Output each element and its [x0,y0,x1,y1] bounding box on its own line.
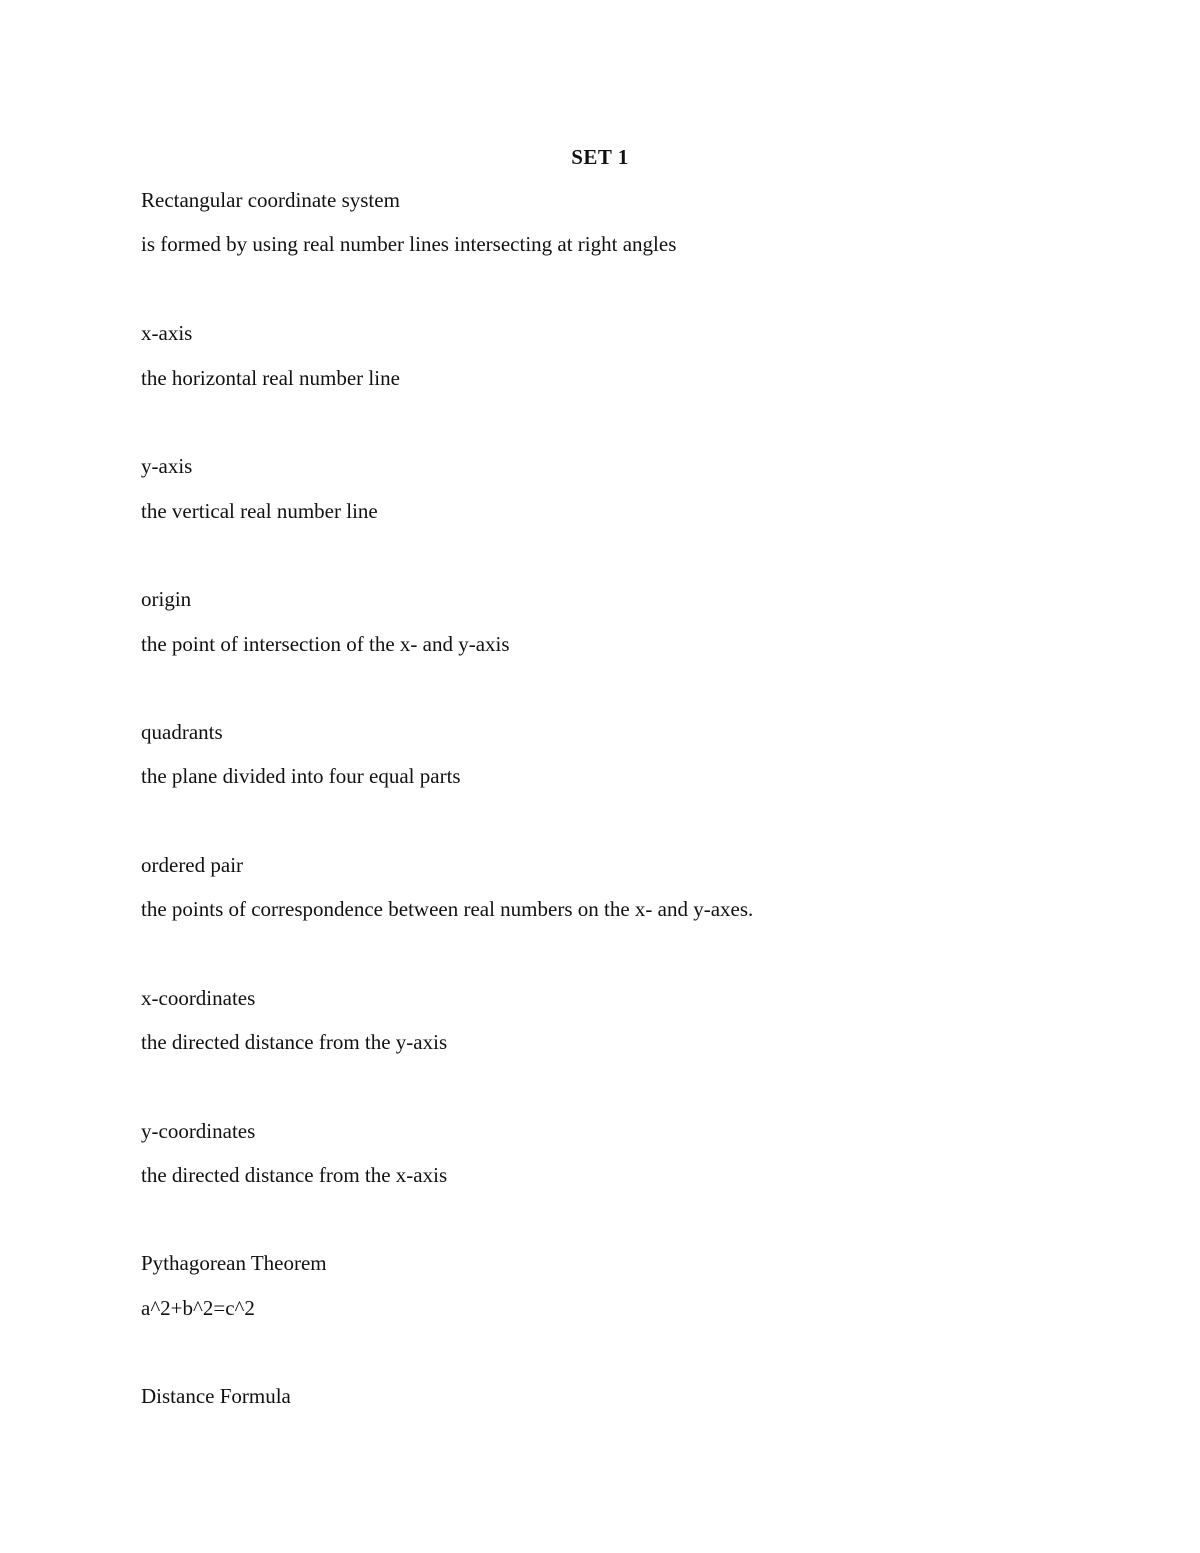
term-pythagorean-theorem: Pythagorean Theorem [141,1251,327,1275]
term-rectangular-coordinate-system: Rectangular coordinate system [141,188,400,212]
definition-ordered-pair: the points of correspondence between real numbers on the x- and y-axes. [141,897,754,921]
term-distance-formula: Distance Formula [141,1384,291,1408]
term-x-axis: x-axis [141,321,193,345]
definition-y-coordinates: the directed distance from the x-axis [141,1163,448,1187]
document-title: SET 1 [571,145,629,169]
definition-origin: the point of intersection of the x- and y-axis [141,632,510,656]
definition-x-coordinates: the directed distance from the y-axis [141,1030,448,1054]
definition-pythagorean-theorem: a^2+b^2=c^2 [141,1296,255,1320]
definition-y-axis: the vertical real number line [141,499,378,523]
term-x-coordinates: x-coordinates [141,986,256,1010]
term-quadrants: quadrants [141,720,223,744]
definition-quadrants: the plane divided into four equal parts [141,764,461,788]
definition-x-axis: the horizontal real number line [141,366,400,390]
term-ordered-pair: ordered pair [141,853,244,877]
term-origin: origin [141,587,192,611]
definition-rectangular-coordinate-system: is formed by using real number lines intersecting at right angles [141,232,677,256]
term-y-coordinates: y-coordinates [141,1119,256,1143]
term-y-axis: y-axis [141,454,193,478]
